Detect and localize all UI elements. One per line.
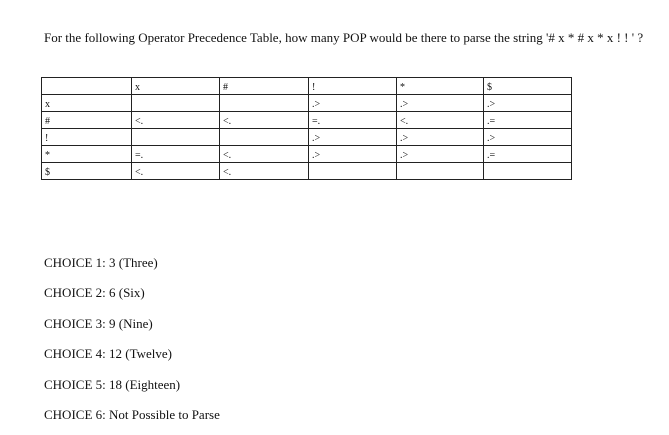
table-cell: =. [132, 146, 220, 163]
table-cell: .> [397, 146, 484, 163]
table-cell [484, 163, 572, 180]
choice-option[interactable]: CHOICE 4: 12 (Twelve) [44, 346, 172, 362]
table-row [42, 163, 572, 180]
table-row [42, 129, 572, 146]
choice-option[interactable]: CHOICE 3: 9 (Nine) [44, 315, 153, 331]
table-cell: .= [484, 112, 572, 129]
row-header: ! [42, 129, 132, 146]
table-cell: <. [220, 112, 309, 129]
row-header: # [42, 112, 132, 129]
choice-option[interactable]: CHOICE 6: Not Possible to Parse [44, 406, 220, 422]
table-cell: .> [309, 129, 397, 146]
choice-option[interactable]: CHOICE 5: 18 (Eighteen) [44, 376, 181, 392]
table-cell: .> [484, 129, 572, 146]
table-cell: .> [397, 95, 484, 112]
table-corner-cell [42, 78, 132, 95]
table-cell [132, 95, 220, 112]
table-cell: .> [309, 95, 397, 112]
table-header-row [42, 78, 572, 95]
table-cell: <. [220, 163, 309, 180]
choice-option[interactable]: CHOICE 2: 6 (Six) [44, 285, 145, 301]
table-cell [397, 163, 484, 180]
table-row [42, 112, 572, 129]
column-header: * [397, 78, 484, 95]
choice-list [44, 253, 220, 435]
table-cell: .> [397, 129, 484, 146]
table-cell: =. [309, 112, 397, 129]
table-cell [220, 95, 309, 112]
column-header: x [132, 78, 220, 95]
column-header: # [220, 78, 309, 95]
table-cell [309, 163, 397, 180]
column-header: $ [484, 78, 572, 95]
table-cell: .> [309, 146, 397, 163]
table-cell: .= [484, 146, 572, 163]
table-cell: <. [132, 112, 220, 129]
table-cell: .> [484, 95, 572, 112]
question-text: For the following Operator Precedence Table, how many POP would be there to parse the string '# x * # x * x ! ! ' ? [44, 30, 644, 45]
row-header: * [42, 146, 132, 163]
choice-option[interactable]: CHOICE 1: 3 (Three) [44, 255, 158, 270]
table-cell [132, 129, 220, 146]
table-cell: <. [132, 163, 220, 180]
row-header: x [42, 95, 132, 112]
table-cell: <. [397, 112, 484, 129]
table-row [42, 95, 572, 112]
row-header: $ [42, 163, 132, 180]
operator-precedence-table [41, 77, 572, 180]
table-row [42, 146, 572, 163]
table-cell: <. [220, 146, 309, 163]
table-cell [220, 129, 309, 146]
column-header: ! [309, 78, 397, 95]
